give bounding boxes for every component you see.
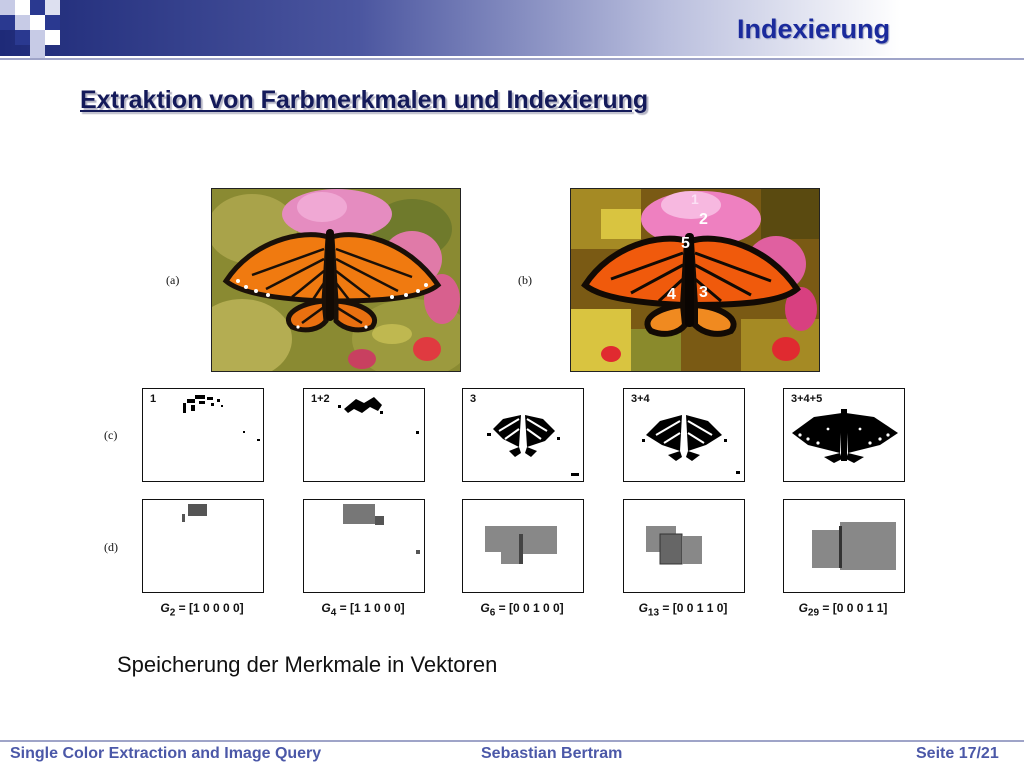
vector-subscript: 4: [330, 607, 337, 619]
slide-heading: Extraktion von Farbmerkmalen und Indexierung: [80, 86, 649, 114]
vector-value: = [1 1 0 0 0]: [336, 601, 405, 615]
vector-value: = [0 0 0 1 1]: [819, 601, 888, 615]
feature-vector-g13: [613, 601, 753, 618]
box-panel-1: [142, 499, 264, 593]
header-divider: [0, 58, 1024, 60]
feature-vector-g2: [132, 601, 272, 618]
footer-title: Single Color Extraction and Image Query: [10, 745, 322, 762]
mask-label: 1: [150, 393, 157, 405]
header-title: Indexierung: [736, 14, 890, 44]
footer-page-number: Seite 17/21: [916, 745, 999, 762]
row-label-c: (c): [104, 428, 118, 442]
vector-value: = [0 0 1 1 0]: [659, 601, 728, 615]
row-label-a: (a): [166, 273, 180, 287]
region-number-1: 1: [691, 191, 699, 207]
vector-subscript: 6: [489, 607, 496, 619]
row-label-d: (d): [104, 540, 118, 554]
box-panel-4: [623, 499, 745, 593]
vector-symbol: G: [321, 601, 331, 615]
region-number-2: 2: [699, 211, 708, 228]
region-number-4: 4: [667, 286, 676, 303]
row-label-b: (b): [518, 273, 532, 287]
mask-label: 3: [470, 393, 477, 405]
butterfly-photo-original: [211, 188, 461, 372]
region-number-5: 5: [681, 235, 690, 252]
mask-label: 3+4: [631, 393, 650, 405]
decorative-squares: [0, 0, 80, 60]
vector-subscript: 2: [169, 607, 176, 619]
region-number-3: 3: [699, 284, 708, 301]
feature-vector-g29: [773, 601, 913, 618]
mask-label: 1+2: [311, 393, 330, 405]
vector-symbol: G: [798, 601, 808, 615]
vector-symbol: G: [160, 601, 170, 615]
butterfly-photo-segmented: [570, 188, 820, 372]
mask-label: 3+4+5: [791, 393, 823, 405]
vector-value: = [1 0 0 0 0]: [175, 601, 244, 615]
mask-panel-1: [142, 388, 264, 482]
box-panel-3: [462, 499, 584, 593]
vector-subscript: 29: [807, 607, 820, 619]
box-panel-2: [303, 499, 425, 593]
mask-panel-1-2: [303, 388, 425, 482]
box-panel-5: [783, 499, 905, 593]
vector-value: = [0 0 1 0 0]: [495, 601, 564, 615]
slide-caption: Speicherung der Merkmale in Vektoren: [117, 652, 498, 677]
mask-panel-3: [462, 388, 584, 482]
footer-author: Sebastian Bertram: [481, 745, 623, 762]
vector-subscript: 13: [647, 607, 660, 619]
vector-symbol: G: [638, 601, 648, 615]
mask-panel-3-4: [623, 388, 745, 482]
mask-panel-3-4-5: [783, 388, 905, 482]
footer-divider: [0, 740, 1024, 742]
feature-vector-g6: [452, 601, 592, 618]
vector-symbol: G: [480, 601, 490, 615]
feature-vector-g4: [293, 601, 433, 618]
